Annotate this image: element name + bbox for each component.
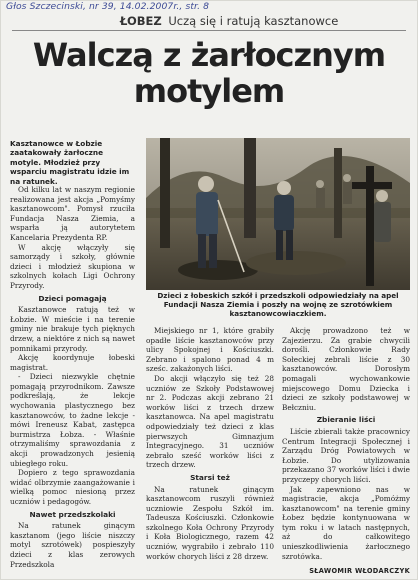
subheading-nawet-przedszkolaki: Nawet przedszkolaki	[29, 509, 116, 519]
paragraph: Dopiero z tego sprawozdania widać olbrzymie zaangażowanie i wielką pomoc niesioną przez uczniów i pedagogów.	[10, 468, 135, 506]
subheading-starsi-tez: Starsi też	[190, 472, 230, 482]
section-town: ŁOBEZ	[120, 14, 162, 28]
lead-paragraph: Kasztanowce w Łobzie zaatakowały żarłoczne motyle. Młodzież przy wsparciu magistratu idzie im na ratunek.	[10, 139, 130, 186]
paragraph: Od kilku lat w naszym regionie realizowana jest akcja „Pomyśmy kasztanowcom". Pomysł rzuciła Fundacja Nasza Ziemia, a wsparła ją autorytetem Kancelaria Prezydenta RP.	[10, 185, 135, 242]
article-column-1	[10, 185, 135, 569]
paragraph: Miejskiego nr 1, które grabiły opadłe liście kasztanowców przy ulicy Spokojnej i Kościuszki. Zebrano i spalono ponad 4 m sześc. zakażonych liści.	[146, 326, 274, 374]
paragraph: Na ratunek ginącym kasztanowcom ruszyli również uczniowie Zespołu Szkół im. Tadeusza Kościuszki. Członkowie szkolnego Koła Ochrony Przyrody i Koła Biologicznego, razem 42 uczniów, wygrabiło i zebrało 110 worków chorych liści z 28 drzew.	[146, 484, 274, 561]
subheading-dzieci-pomagaja: Dzieci pomagają	[38, 293, 107, 303]
header-rule	[12, 30, 406, 31]
handwritten-source-note: Głos Szczecinski, nr 39, 14.02.2007r., str. 8	[6, 1, 210, 12]
paragraph: Akcję prowadzono też w Zajezierzu. Za grabie chwycili dorośli. Członkowie Rady Sołeckiej zebrali liście z 30 kasztanowców. Dorosłym pomagali wychowankowie miejscowego Domu Dziecka i dzieci ze szkoły podstawowej w Bełczniu.	[282, 326, 410, 412]
headline-line-1: Walczą z żarłocznym	[32, 36, 386, 74]
article-column-2	[146, 326, 274, 561]
article-photo	[146, 138, 410, 290]
photo-illustration	[146, 138, 410, 290]
subheading-zbieranie-lisci: Zbieranie liści	[316, 415, 376, 425]
author-byline: SŁAWOMIR WŁODARCZYK	[309, 567, 410, 575]
paragraph: W akcję włączyły się samorządy i szkoły, głównie dzieci i młodzież skupiona w szkolnych kołach Ligi Ochrony Przyrody.	[10, 242, 135, 290]
paragraph: Akcję koordynuje łobeski magistrat.	[10, 353, 135, 372]
paragraph: Na ratunek ginącym kasztanom (jego liście niszczy motyl szrotówek) pospieszyły dzieci z klas zerowych Przedszkola	[10, 521, 135, 569]
section-tagline: Uczą się i ratują kasztanowce	[168, 14, 339, 28]
headline-line-2: motylem	[133, 72, 285, 110]
article-column-3	[282, 326, 410, 561]
section-header	[120, 14, 338, 28]
paragraph: Kasztanowce ratują też w Łobzie. W mieście i na terenie gminy nie brakuje tych pięknych drzew, a niektóre z nich są nawet pomnikami przyrody.	[10, 305, 135, 353]
photo-caption: Dzieci z łobeskich szkół i przedszkoli odpowiedziały na apel Fundacji Nasza Ziemia i poszły na wojnę ze szrotówkiem kasztanowcowiaczkiem.	[157, 291, 399, 318]
paragraph: Do akcji włączyło się też 28 uczniów ze Szkoły Podstawowej nr 2. Podczas akcji zebrano 21 worków liści z trzech drzew kasztanowca. Na apel magistratu odpowiedziały też dzieci z klas pierwszych Gimnazjum Integracyjnego. 31 uczniów zebrało sześć worków liści z trzech drzew.	[146, 373, 274, 470]
paragraph: - Dzieci niezwykle chętnie pomagają przyrodnikom. Zawsze podkreślają, że lekcje wychowania plastycznego bez kasztanowców, to żadne lekcje - mówi Ireneusz Kabat, zastępca burmistrza Łobza. - Właśnie otrzymaliśmy sprawozdania z akcji prowadzonych jesienią ubiegłego roku.	[10, 372, 135, 468]
paragraph: Jak zapewniono nas w magistracie, akcja „Pomóżmy kasztanowcom" na terenie gminy Łobez będzie kontynuowana w tym roku i w latach następnych, aż do całkowitego unieszkodliwienia żarłocznego szrotówka.	[282, 484, 410, 561]
paragraph: Liście zbierali także pracownicy Centrum Integracji Społecznej i Zarządu Dróg Powiatowych w Łobzie. Do utylizowania przekazano 37 worków liści i dwie przyczepy chorych liści.	[282, 426, 410, 484]
